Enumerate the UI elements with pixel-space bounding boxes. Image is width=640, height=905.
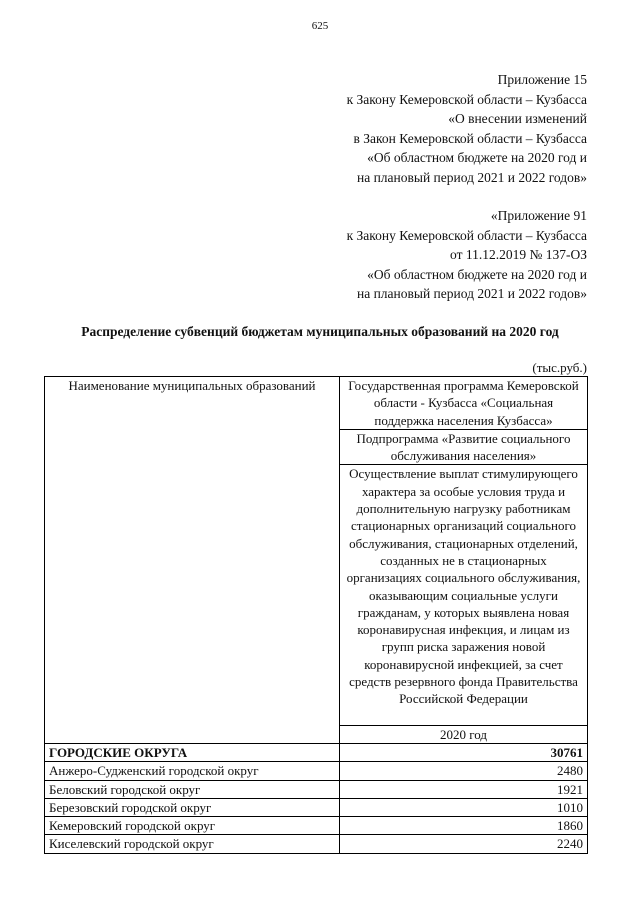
table-row bbox=[45, 762, 588, 780]
name-header-cell: Наименование муниципальных образований bbox=[45, 377, 340, 744]
table-row bbox=[45, 780, 588, 798]
appendix-line: «Об областном бюджете на 2020 год и bbox=[367, 150, 587, 166]
year-header-cell: 2020 год bbox=[340, 725, 588, 743]
row-value-cell: 2480 bbox=[340, 762, 588, 780]
row-name-cell: Киселевский городской округ bbox=[45, 835, 340, 853]
row-name-cell: ГОРОДСКИЕ ОКРУГА bbox=[45, 743, 340, 761]
appendix-original-block bbox=[347, 206, 587, 304]
appendix-line: к Закону Кемеровской области – Кузбасса bbox=[346, 91, 587, 107]
appendix-line: «Об областном бюджете на 2020 год и bbox=[367, 266, 587, 282]
row-name-cell: Березовский городской округ bbox=[45, 798, 340, 816]
row-value-cell: 2240 bbox=[340, 835, 588, 853]
table-row bbox=[45, 835, 588, 853]
table-row bbox=[45, 798, 588, 816]
document-title: Распределение субвенций бюджетам муниципальных образований на 2020 год bbox=[81, 324, 559, 339]
program-header-cell: Государственная программа Кемеровской области - Кузбасса «Социальная поддержка населения Кузбасса» bbox=[340, 377, 588, 430]
header-row bbox=[45, 377, 588, 430]
row-name-cell: Беловский городской округ bbox=[45, 780, 340, 798]
table-row bbox=[45, 817, 588, 835]
appendix-line: от 11.12.2019 № 137-ОЗ bbox=[450, 247, 587, 263]
subvention-table bbox=[44, 376, 588, 854]
page-number: 625 bbox=[311, 20, 329, 32]
appendix-line: на плановый период 2021 и 2022 годов» bbox=[356, 169, 587, 185]
appendix-line: на плановый период 2021 и 2022 годов» bbox=[356, 286, 587, 302]
appendix-line: «Приложение 91 bbox=[490, 208, 587, 223]
appendix-line: Приложение 15 bbox=[497, 72, 587, 87]
measure-header-cell: Осуществление выплат стимулирующего характера за особые условия труда и дополнительную нагрузку работникам стационарных организаций социального обслуживания, стационарных отделений, созданных не в стационарных организациях социального обслуживания, оказывающим социальные услуги гражданам, у которых выявлена новая коронавирусная инфекция, и лицам из групп риска заражения новой коронавирусной инфекцией, за счет средств резервного фонда Правительства Российской Федерации bbox=[340, 465, 588, 725]
subprogram-header-cell: Подпрограмма «Развитие социального обслуживания населения» bbox=[340, 429, 588, 465]
appendix-line: «О внесении изменений bbox=[448, 111, 587, 127]
appendix-line: к Закону Кемеровской области – Кузбасса bbox=[346, 227, 587, 243]
appendix-line: в Закон Кемеровской области – Кузбасса bbox=[353, 130, 587, 146]
total-row bbox=[45, 743, 588, 761]
row-name-cell: Кемеровский городской округ bbox=[45, 817, 340, 835]
units-label: (тыс.руб.) bbox=[532, 360, 587, 375]
row-name-cell: Анжеро-Судженский городской округ bbox=[45, 762, 340, 780]
row-value-cell: 30761 bbox=[340, 743, 588, 761]
row-value-cell: 1860 bbox=[340, 817, 588, 835]
appendix-current-block bbox=[347, 70, 587, 188]
row-value-cell: 1010 bbox=[340, 798, 588, 816]
row-value-cell: 1921 bbox=[340, 780, 588, 798]
